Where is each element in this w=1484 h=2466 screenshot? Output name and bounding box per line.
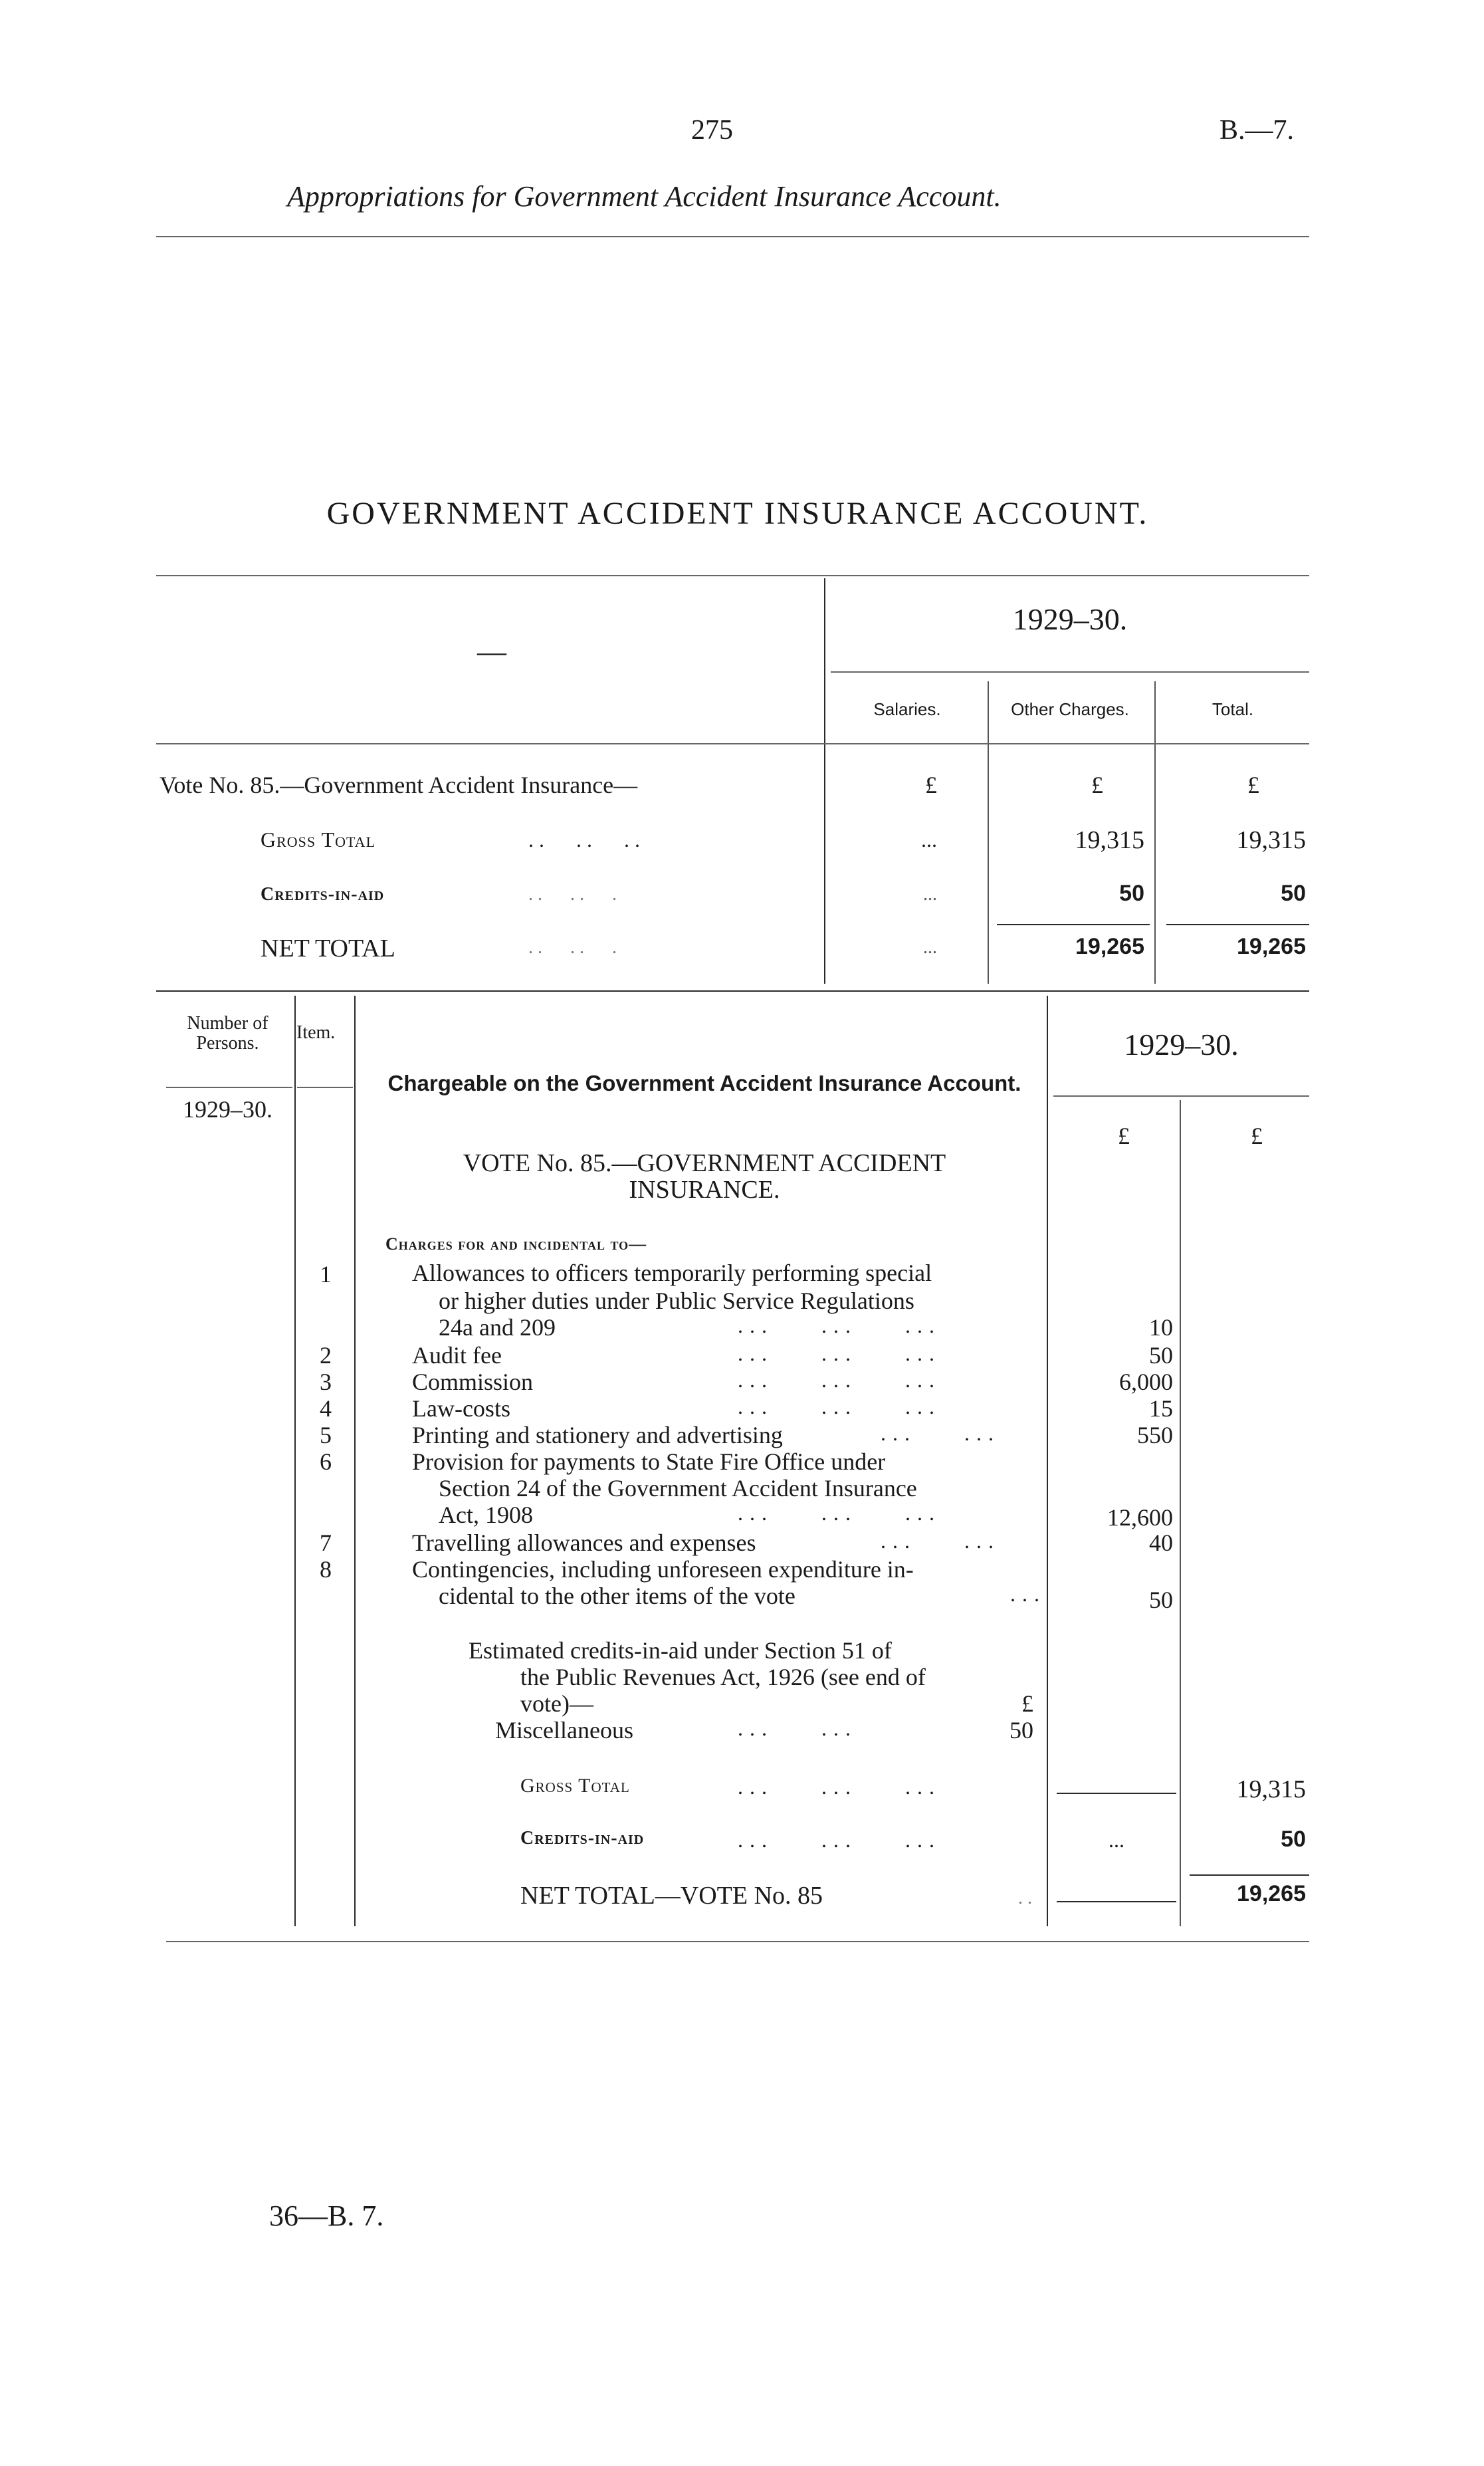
item-desc-line: Printing and stationery and advertising [412, 1422, 783, 1448]
page-number: 275 [691, 115, 733, 146]
item-desc-line: 24a and 209 [439, 1314, 556, 1341]
detail-year-rule [1053, 1095, 1309, 1097]
credits-note-line: the Public Revenues Act, 1926 (see end of [520, 1664, 926, 1690]
item-number: 7 [320, 1529, 332, 1556]
item-number: 4 [320, 1395, 332, 1422]
net-total-other: 19,265 [1075, 934, 1144, 959]
persons-header-rule [166, 1087, 292, 1088]
detail-year: 1929–30. [1124, 1028, 1239, 1062]
summary-col-rule-2 [1154, 681, 1156, 984]
item-amount: 12,600 [1107, 1504, 1173, 1531]
net-blank-rule [1057, 1901, 1176, 1902]
currency-total: £ [1247, 772, 1259, 798]
detail-bottom-rule [166, 1941, 1309, 1942]
item-amount: 50 [1149, 1587, 1173, 1613]
item-desc-line: cidental to the other items of the vote [439, 1583, 795, 1609]
detail-net-total: 19,265 [1237, 1881, 1306, 1906]
misc-label: Miscellaneous [495, 1717, 633, 1743]
summary-bottom-rule [156, 990, 1309, 992]
gross-total-salaries: ... [921, 828, 937, 851]
net-total-rule-total [1166, 924, 1309, 925]
vote-title: VOTE No. 85.—GOVERNMENT ACCIDENT INSURANCE. [463, 1149, 946, 1204]
charges-heading: Charges for and incidental to— [385, 1234, 647, 1254]
leader-dots: ... ... ... [738, 1775, 941, 1799]
item-amount: 15 [1149, 1395, 1173, 1422]
item-number: 3 [320, 1369, 332, 1395]
credits-note-currency: £ [1021, 1690, 1033, 1717]
item-desc-line: Provision for payments to State Fire Office under [412, 1448, 886, 1475]
detail-net-label: NET TOTAL—VOTE No. 85 [520, 1882, 823, 1910]
summary-year: 1929–30. [1012, 602, 1128, 636]
leader-dots: ... [1010, 1582, 1046, 1606]
detail-amount-rule [1180, 1100, 1181, 1926]
series-reference: B.—7. [1219, 115, 1295, 146]
item-desc-line: Allowances to officers temporarily performing special [412, 1260, 932, 1286]
item-desc-line: Act, 1908 [439, 1502, 533, 1528]
leader-dots: ... ... ... [738, 1368, 941, 1392]
misc-amount: 50 [1009, 1717, 1033, 1743]
credits-in-aid-total: 50 [1281, 881, 1306, 906]
item-amount: 50 [1149, 1342, 1173, 1369]
net-total-rule-other [997, 924, 1150, 925]
summary-col-rule-1 [988, 681, 989, 984]
leader-dots: . . [1018, 1888, 1032, 1908]
leader-dots: ... ... ... [738, 1313, 941, 1337]
credits-in-aid-salaries: ... [923, 884, 937, 905]
credits-in-aid-dots: . . . . . [528, 884, 617, 905]
leader-dots: ... ... [738, 1716, 857, 1740]
item-number: 6 [320, 1448, 332, 1475]
item-desc-line: or higher duties under Public Service Regulations [439, 1288, 914, 1314]
leader-dots: ... ... ... [738, 1341, 941, 1365]
item-amount: 6,000 [1119, 1369, 1173, 1395]
detail-item-rule [354, 996, 356, 1926]
col-salaries-header: Salaries. [873, 699, 941, 719]
summary-year-rule [831, 671, 1309, 673]
item-desc-line: Commission [412, 1369, 534, 1395]
detail-currency-2: £ [1251, 1123, 1263, 1149]
net-total-salaries: ... [923, 937, 937, 958]
header-rule [156, 236, 1309, 237]
item-number: 2 [320, 1342, 332, 1369]
leader-dots: ... ... ... [738, 1395, 941, 1418]
item-desc-line: Section 24 of the Government Accident Insurance [439, 1475, 917, 1502]
currency-other: £ [1091, 772, 1103, 798]
col-other-header: Other Charges. [1011, 699, 1129, 719]
credits-note-line: vote)— [520, 1690, 593, 1717]
net-total-total: 19,265 [1237, 934, 1306, 959]
item-amount: 40 [1149, 1529, 1173, 1556]
gross-blank-rule [1057, 1793, 1176, 1794]
detail-currency-1: £ [1118, 1123, 1130, 1149]
detail-heading: Chargeable on the Government Accident Insurance Account. [387, 1071, 1021, 1095]
detail-credits-label: Credits-in-aid [520, 1828, 645, 1849]
persons-year: 1929–30. [183, 1096, 272, 1123]
detail-desc-rule [1047, 996, 1048, 1926]
gross-total-label: Gross Total [261, 828, 376, 851]
item-amount: 10 [1149, 1314, 1173, 1341]
summary-header-rule [156, 743, 1309, 744]
item-desc-line: Audit fee [412, 1342, 502, 1369]
running-title: Appropriations for Government Accident Insurance Account. [287, 180, 1002, 213]
credits-in-aid-label: Credits-in-aid [261, 884, 385, 905]
gross-total-other: 19,315 [1075, 826, 1144, 854]
detail-gross-total: 19,315 [1236, 1775, 1306, 1803]
detail-credits-first: ... [1109, 1828, 1124, 1852]
account-title: GOVERNMENT ACCIDENT INSURANCE ACCOUNT. [326, 496, 1149, 531]
credits-in-aid-other: 50 [1119, 881, 1144, 906]
item-desc-line: Law-costs [412, 1395, 510, 1422]
item-number: 8 [320, 1556, 332, 1583]
item-header-rule [297, 1087, 353, 1088]
item-amount: 550 [1137, 1422, 1173, 1448]
leader-dots: ... ... ... [738, 1828, 941, 1852]
item-desc-line: Contingencies, including unforeseen expenditure in- [412, 1556, 914, 1583]
credits-note-line: Estimated credits-in-aid under Section 51 of [469, 1637, 892, 1664]
item-number: 5 [320, 1422, 332, 1448]
summary-dash: — [477, 635, 506, 668]
detail-net-rule [1190, 1874, 1309, 1876]
col-total-header: Total. [1212, 699, 1254, 719]
detail-persons-rule [294, 996, 296, 1926]
leader-dots: ... ... [881, 1421, 1000, 1445]
detail-credits-total: 50 [1281, 1827, 1306, 1852]
net-total-dots: . . . . . [528, 937, 617, 958]
summary-top-rule [156, 575, 1309, 576]
gross-total-total: 19,315 [1236, 826, 1306, 854]
leader-dots: ... ... [881, 1529, 1000, 1553]
col-item-header: Item. [296, 1022, 336, 1043]
net-total-label: NET TOTAL [261, 935, 395, 962]
detail-gross-label: Gross Total [520, 1775, 630, 1797]
item-number: 1 [320, 1261, 332, 1288]
item-desc-line: Travelling allowances and expenses [412, 1529, 756, 1556]
col-persons-header: Number of Persons. [187, 1013, 268, 1054]
summary-divider [824, 578, 825, 984]
vote-line: Vote No. 85.—Government Accident Insurance— [159, 772, 638, 798]
footer-signature: 36—B. 7. [269, 2199, 384, 2232]
currency-salaries: £ [925, 772, 937, 798]
gross-total-dots: . . . . . . [528, 828, 640, 851]
leader-dots: ... ... ... [738, 1501, 941, 1525]
